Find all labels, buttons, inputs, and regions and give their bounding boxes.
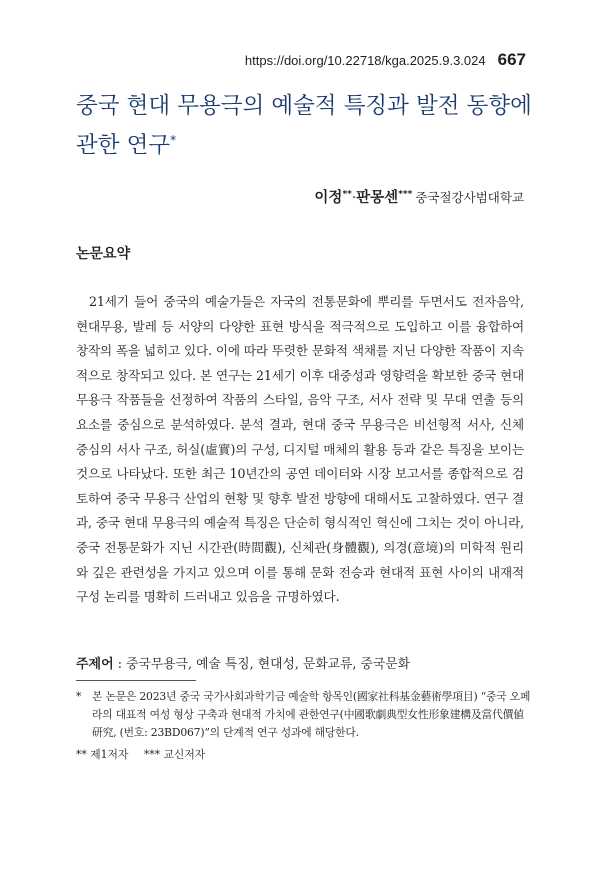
running-header xyxy=(245,50,526,70)
footnotes xyxy=(76,688,532,764)
footnote-funding-mark: * xyxy=(76,690,82,703)
footnote-corresponding-author: *** 교신저자 xyxy=(143,748,206,761)
abstract-heading: 논문요약 xyxy=(76,246,131,262)
keywords-line xyxy=(76,653,536,672)
footnote-first-author: ** 제1저자 xyxy=(76,748,129,761)
first-author: 이정 xyxy=(314,190,343,206)
footnote-author-roles xyxy=(76,746,532,764)
first-author-mark: ** xyxy=(342,189,352,200)
paper-title xyxy=(76,89,536,163)
abstract-body: 21세기 들어 중국의 예술가들은 자국의 전통문화에 뿌리를 두면서도 전자음악, 현대무용, 발레 등 서양의 다양한 표현 방식을 적극적으로 도입하고 이를 융합하여 창작의 폭을 넓히고 있다. 이에 따라 뚜렷한 문화적 색채를 지닌 다양한 작품이 지속적으로 창작되고 있다. 본 연구는 21세기 이후 대중성과 영향력을 확보한 중국 현대 무용극 작품들을 선정하여 작품의 스타일, 음악 구조, 서사 전략 및 무대 연출 등의 요소를 중심으로 분석하였다. 분석 결과, 현대 중국 무용극은 비선형적 서사, 신체 중심의 서사 구조, 허실(虛實)의 구성, 디지털 매체의 활용 등과 같은 특징을 보이는 것으로 나타났다. 또한 최근 10년간의 공연 데이터와 시장 보고서를 종합적으로 검토하여 중국 무용극 산업의 현황 및 향후 발전 방향에 대해서도 고찰하였다. 연구 결과, 중국 현대 무용극의 예술적 특징은 단순히 형식적인 혁신에 그치는 것이 아니라, 중국 전통문화가 지닌 시간관(時間觀), 신체관(身體觀), 의경(意境)의 미학적 원리와 깊은 관련성을 가지고 있으며 이를 통해 문화 전승과 현대적 표현 사이의 내재적 구성 논리를 명확히 드러내고 있음을 규명하였다. xyxy=(76,294,524,605)
corresponding-author-mark: *** xyxy=(398,189,413,200)
footnote-funding xyxy=(76,688,532,742)
paper-title-text: 중국 현대 무용극의 예술적 특징과 발전 동향에 관한 연구 xyxy=(76,93,532,159)
author-line: 이정**·판몽센*** 중국절강사범대학교 xyxy=(314,189,524,206)
doi-link[interactable]: https://doi.org/10.22718/kga.2025.9.3.024 xyxy=(244,53,486,68)
keywords-items: 중국무용극, 예술 특징, 현대성, 문화교류, 중국문화 xyxy=(126,657,410,672)
keywords-separator: : xyxy=(113,657,127,672)
footnote-funding-text: 본 논문은 2023년 중국 국가사회과학기금 예술학 항목인(國家社科基金藝術學項目) “중국 오페라의 대표적 여성 형상 구축과 현대적 가치에 관한연구(中國歌劇典型女性形象建構及當代價値研究, (번호: 23BD067)”의 단계적 연구 성과에 해당한다. xyxy=(92,690,531,739)
affiliation: 중국절강사범대학교 xyxy=(415,190,524,205)
page-number: 667 xyxy=(497,50,526,69)
footnote-divider xyxy=(76,680,196,681)
corresponding-author: 판몽센 xyxy=(356,190,399,206)
title-footnote-mark: * xyxy=(170,133,177,147)
keywords-label: 주제어 xyxy=(76,657,114,672)
